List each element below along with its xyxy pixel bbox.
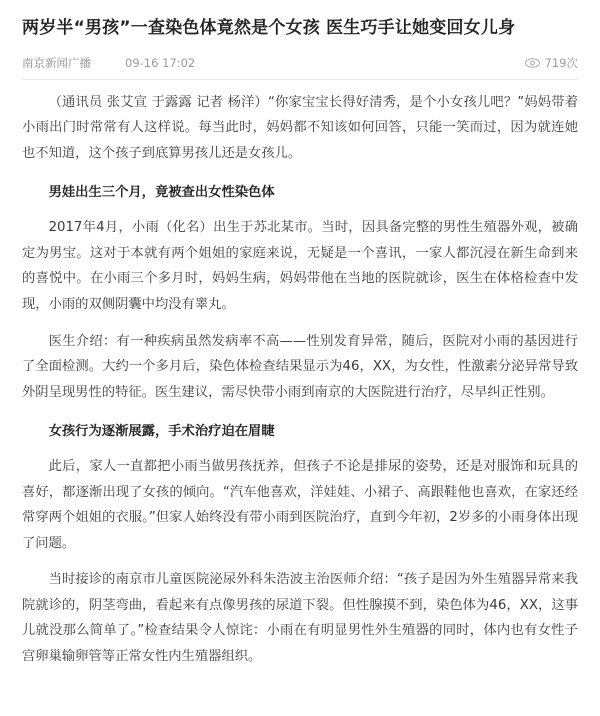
article-paragraph: 医生介绍：有一种疾病虽然发病率不高——性别发育异常，随后，医院对小雨的基因进行了全面检测。大约一个多月后，染色体检查结果显示为46，XX，为女性，性激素分泌异常导致外阴呈现男性的特征。医生建议，需尽快带小雨到南京的大医院进行治疗，尽早纠正性别。 [22, 333, 578, 400]
article-body [22, 80, 578, 670]
article-paragraph: 2017年4月，小雨（化名）出生于苏北某市。当时，因具备完整的男性生殖器外观，被确定为男宝。这对于本就有两个姐姐的家庭来说，无疑是一个喜讯，一家人都沉浸在新生命到来的喜悦中。在小雨三个多月时，妈妈生病，妈妈带他在当地的医院就诊，医生在体格检查中发现，小雨的双侧阴囊中均没有睾丸。 [22, 220, 578, 312]
views-count: 719次 [544, 55, 578, 70]
views-group [525, 55, 578, 71]
eye-icon [525, 58, 540, 68]
article-timestamp: 09-16 17:02 [125, 55, 196, 70]
article-meta-bar [22, 55, 578, 80]
article-paragraph: 当时接诊的南京市儿童医院泌尿外科朱浩波主治医师介绍：“孩子是因为外生殖器异常来我院就诊的，阴茎弯曲，看起来有点像男孩的尿道下裂。但性腺摸不到，染色体为46，XX，这事儿就没那么简单了。”检查结果令人惊诧：小雨在有明显男性外生殖器的同时，体内也有女性子宫卵巢输卵管等正常女性内生殖器组织。 [22, 572, 578, 664]
article-paragraph: 此后，家人一直都把小雨当做男孩抚养，但孩子不论是排尿的姿势，还是对服饰和玩具的喜好，都逐渐出现了女孩的倾向。“汽车他喜欢，洋娃娃、小裙子、高跟鞋他也喜欢，在家还经常穿两个姐姐的衣服。”但家人始终没有带小雨到医院治疗，直到今年初，2岁多的小雨身体出现了问题。 [22, 459, 578, 551]
article-source: 南京新闻广播 [22, 55, 91, 70]
article-subheading: 女孩行为逐渐展露，手术治疗迫在眉睫 [48, 424, 275, 440]
article-subheading: 男娃出生三个月，竟被查出女性染色体 [48, 185, 275, 201]
page-title: 两岁半“男孩”一查染色体竟然是个女孩 医生巧手让她变回女儿身 [22, 18, 516, 38]
article-paragraph: （通讯员 张艾宣 于露露 记者 杨洋）“你家宝宝长得好清秀，是个小女孩儿吧？”妈妈带着小雨出门时常常有人这样说。每当此时，妈妈都不知该如何回答，只能一笑而过，因为就连她也不知道，这个孩子到底算男孩儿还是女孩儿。 [22, 94, 578, 161]
